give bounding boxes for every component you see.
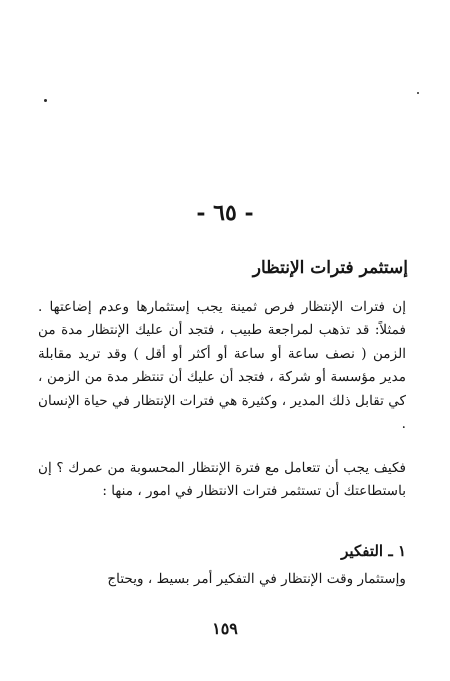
chapter-number: - ٦٥ - xyxy=(196,200,254,226)
subheading-thinking: ١ ـ التفكير xyxy=(341,542,406,560)
paragraph-1: إن فترات الإنتظار فرص ثمينة يجب إستثمارها وعدم إضاعتها . فمثلاً: قد تذهب لمراجعة طبيب ، فتجد أن عليك الإنتظار مدة من الزمن ( نصف ساعة أو ساعة أو أكثر أو أقل ) وقد تريد مقابلة مدير مؤسسة أو شركة ، فتجد أن عليك أن تنتظر مدة من الزمن ، كي تقابل ذلك المدير ، وكثيرة هي فترات الإنتظار في حياة الإنسان . xyxy=(38,299,406,433)
page-speck xyxy=(44,99,47,102)
page-speck xyxy=(417,92,419,94)
paragraph-2: فكيف يجب أن تتعامل مع فترة الإنتظار المحسوبة من عمرك ؟ إن باستطاعتك أن تستثمر فترات الانتظار في امور ، منها : xyxy=(38,460,406,500)
page-number: ١٥٩ xyxy=(212,619,238,638)
section-title: إستثمر فترات الإنتظار xyxy=(252,258,408,278)
paragraph-3: وإستثمار وقت الإنتظار في التفكير أمر بسيط ، ويحتاج xyxy=(107,571,406,587)
